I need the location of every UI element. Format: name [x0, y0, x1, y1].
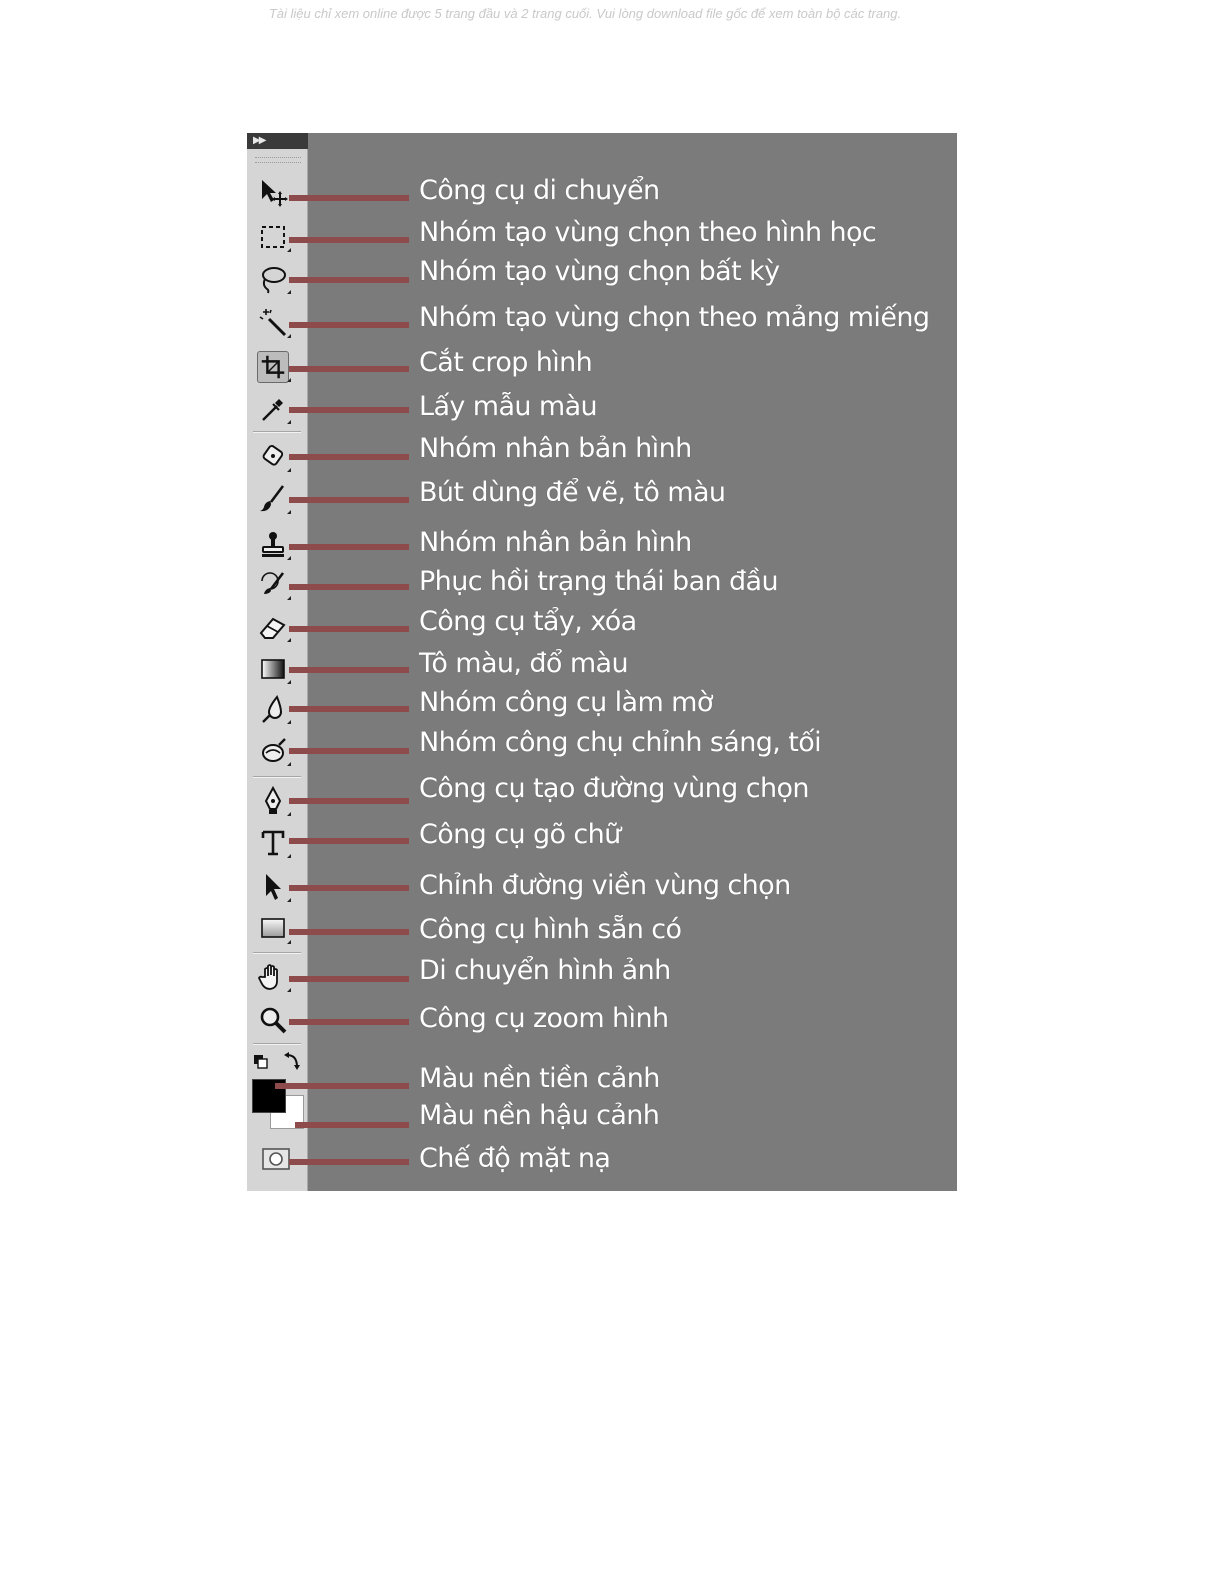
label-type-tool: Công cụ gõ chữ — [419, 819, 621, 850]
label-shape-tool: Công cụ hình sẵn có — [419, 914, 682, 945]
leader-line — [289, 667, 409, 673]
zoom-tool-icon — [257, 1005, 289, 1037]
label-gradient-tool: Tô màu, đổ màu — [419, 648, 628, 679]
marquee-tool-icon — [257, 221, 289, 253]
pen-tool-icon — [257, 785, 289, 817]
shape-tool[interactable] — [257, 913, 289, 945]
dodge-tool[interactable] — [257, 735, 289, 767]
leader-line — [289, 929, 409, 935]
hand-tool-icon — [257, 961, 289, 993]
swap-colors-icon[interactable] — [251, 1051, 303, 1073]
eyedropper-tool-icon — [257, 393, 289, 425]
path-selection-tool-icon — [257, 871, 289, 903]
clone-stamp-tool-icon — [257, 529, 289, 561]
tool-separator — [253, 952, 301, 954]
lasso-tool[interactable] — [257, 263, 289, 295]
tool-separator — [253, 431, 301, 433]
clone-stamp-tool[interactable] — [257, 529, 289, 561]
eraser-tool[interactable] — [257, 611, 289, 643]
label-blur-tool: Nhóm công cụ làm mờ — [419, 687, 713, 718]
leader-line — [289, 706, 409, 712]
leader-line — [289, 976, 409, 982]
crop-tool[interactable] — [257, 351, 289, 383]
leader-line — [289, 366, 409, 372]
leader-line — [289, 584, 409, 590]
dodge-tool-icon — [257, 735, 289, 767]
label-marquee-tool: Nhóm tạo vùng chọn theo hình học — [419, 217, 877, 248]
leader-line — [289, 237, 409, 243]
brush-tool-icon — [257, 483, 289, 515]
label-background-color: Màu nền hậu cảnh — [419, 1100, 660, 1131]
magic-wand-tool[interactable] — [257, 307, 289, 339]
label-quick-mask: Chế độ mặt nạ — [419, 1143, 611, 1174]
crop-tool-icon — [257, 351, 289, 383]
move-tool[interactable] — [257, 177, 289, 209]
label-foreground-color: Màu nền tiền cảnh — [419, 1063, 660, 1094]
lasso-tool-icon — [257, 263, 289, 295]
leader-line — [289, 838, 409, 844]
leader-line — [289, 322, 409, 328]
pen-tool[interactable] — [257, 785, 289, 817]
panel-header[interactable] — [247, 133, 308, 149]
tool-separator — [253, 776, 301, 778]
label-move-tool: Công cụ di chuyển — [419, 175, 660, 206]
label-healing-brush-tool: Nhóm nhân bản hình — [419, 433, 692, 464]
type-tool[interactable] — [257, 827, 289, 859]
leader-line — [289, 407, 409, 413]
label-hand-tool: Di chuyển hình ảnh — [419, 955, 671, 986]
label-brush-tool: Bút dùng để vẽ, tô màu — [419, 477, 726, 508]
magic-wand-tool-icon — [257, 307, 289, 339]
leader-line — [289, 497, 409, 503]
collapse-arrows-icon[interactable]: ▶▶ — [253, 135, 265, 146]
label-path-selection-tool: Chỉnh đường viền vùng chọn — [419, 870, 791, 901]
toolbar-diagram — [247, 133, 957, 1191]
leader-line — [289, 798, 409, 804]
type-tool-icon — [257, 827, 289, 859]
leader-line — [295, 1122, 409, 1128]
blur-tool-icon — [257, 693, 289, 725]
healing-brush-tool[interactable] — [257, 441, 289, 473]
eraser-tool-icon — [257, 611, 289, 643]
label-dodge-tool: Nhóm công chụ chỉnh sáng, tối — [419, 727, 822, 758]
tool-separator — [253, 1043, 301, 1045]
leader-line — [289, 277, 409, 283]
healing-brush-tool-icon — [257, 441, 289, 473]
leader-line — [289, 626, 409, 632]
gradient-tool[interactable] — [257, 653, 289, 685]
label-zoom-tool: Công cụ zoom hình — [419, 1003, 669, 1034]
label-clone-stamp-tool: Nhóm nhân bản hình — [419, 527, 692, 558]
zoom-tool[interactable] — [257, 1005, 289, 1037]
label-crop-tool: Cắt crop hình — [419, 347, 593, 378]
panel-grip[interactable] — [255, 157, 301, 163]
label-magic-wand-tool: Nhóm tạo vùng chọn theo mảng miếng — [419, 302, 930, 333]
leader-line — [289, 544, 409, 550]
history-brush-tool-icon — [257, 569, 289, 601]
leader-line — [289, 454, 409, 460]
blur-tool[interactable] — [257, 693, 289, 725]
label-history-brush-tool: Phục hồi trạng thái ban đầu — [419, 566, 779, 597]
brush-tool[interactable] — [257, 483, 289, 515]
label-pen-tool: Công cụ tạo đường vùng chọn — [419, 773, 809, 804]
eyedropper-tool[interactable] — [257, 393, 289, 425]
shape-tool-icon — [257, 913, 289, 945]
leader-line — [289, 1019, 409, 1025]
label-eraser-tool: Công cụ tẩy, xóa — [419, 606, 637, 637]
marquee-tool[interactable] — [257, 221, 289, 253]
hand-tool[interactable] — [257, 961, 289, 993]
leader-line — [289, 195, 409, 201]
tools-panel — [247, 133, 308, 1191]
label-eyedropper-tool: Lấy mẫu màu — [419, 391, 598, 422]
leader-line — [289, 1159, 409, 1165]
leader-line — [289, 885, 409, 891]
gradient-tool-icon — [257, 653, 289, 685]
leader-line — [289, 748, 409, 754]
quick-mask-icon[interactable] — [261, 1147, 291, 1171]
label-lasso-tool: Nhóm tạo vùng chọn bất kỳ — [419, 256, 780, 287]
preview-notice: Tài liệu chỉ xem online được 5 trang đầu và 2 trang cuối. Vui lòng download file gốc để xem toàn bộ các trang. — [268, 6, 902, 21]
move-tool-icon — [257, 177, 289, 209]
leader-line — [275, 1083, 409, 1089]
path-selection-tool[interactable] — [257, 871, 289, 903]
history-brush-tool[interactable] — [257, 569, 289, 601]
